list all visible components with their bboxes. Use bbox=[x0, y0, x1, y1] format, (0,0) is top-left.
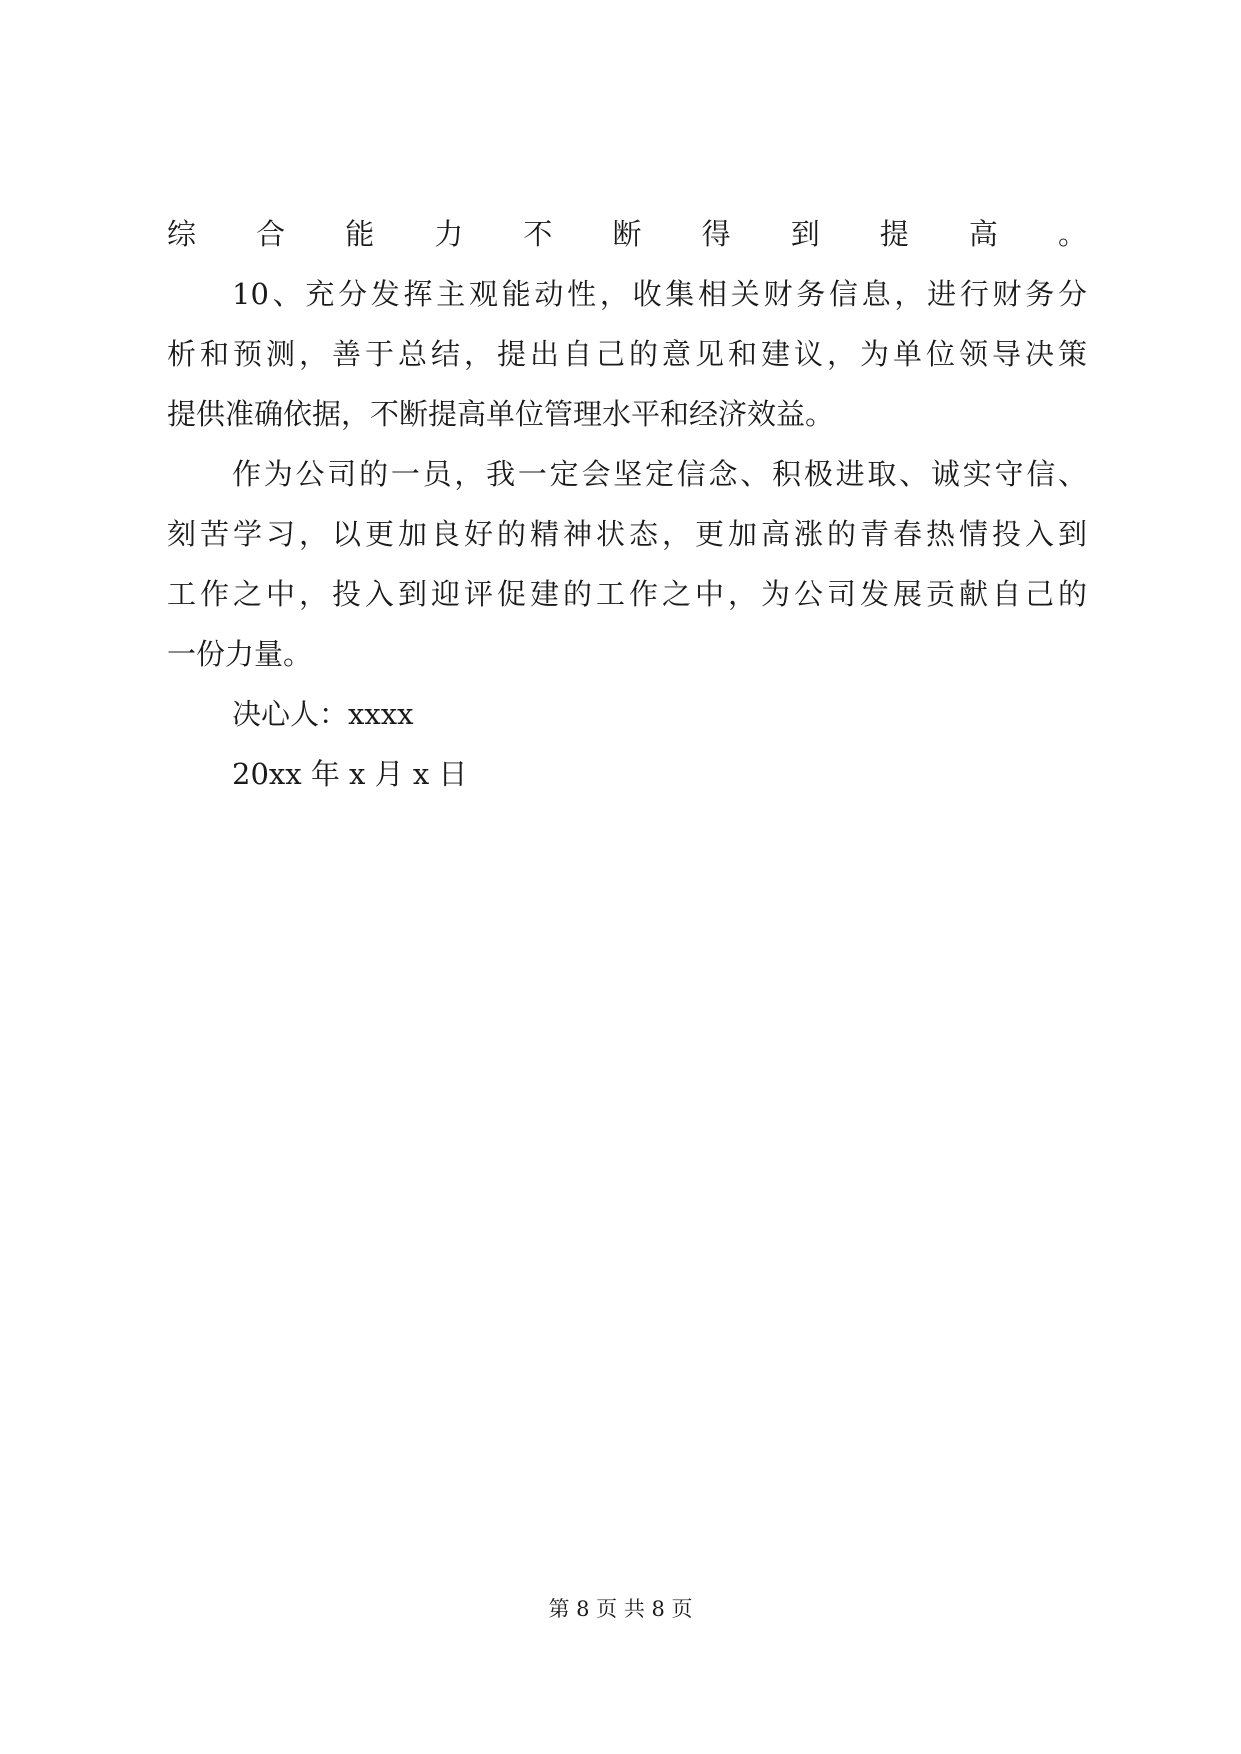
paragraph-line-4: 提供准确依据，不断提高单位管理水平和经济效益。 bbox=[167, 397, 835, 431]
date-line: 20xx 年 x 月 x 日 bbox=[232, 757, 468, 791]
page-number-footer: 第 8 页 共 8 页 bbox=[548, 1597, 693, 1621]
signer-line: 决心人：xxxx bbox=[232, 697, 414, 731]
paragraph-line-6: 刻苦学习，以更加良好的精神状态，更加高涨的青春热情投入到 bbox=[167, 517, 1087, 551]
paragraph-line-1: 综合能力不断得到提高。 bbox=[167, 217, 1087, 251]
paragraph-line-2: 10、充分发挥主观能动性，收集相关财务信息，进行财务分 bbox=[232, 277, 1087, 311]
paragraph-line-8: 一份力量。 bbox=[167, 637, 313, 671]
document-body bbox=[167, 204, 1087, 804]
paragraph-line-3: 析和预测，善于总结，提出自己的意见和建议，为单位领导决策 bbox=[167, 337, 1087, 371]
paragraph-line-5: 作为公司的一员，我一定会坚定信念、积极进取、诚实守信、 bbox=[232, 457, 1087, 491]
paragraph-line-7: 工作之中，投入到迎评促建的工作之中，为公司发展贡献自己的 bbox=[167, 577, 1087, 611]
